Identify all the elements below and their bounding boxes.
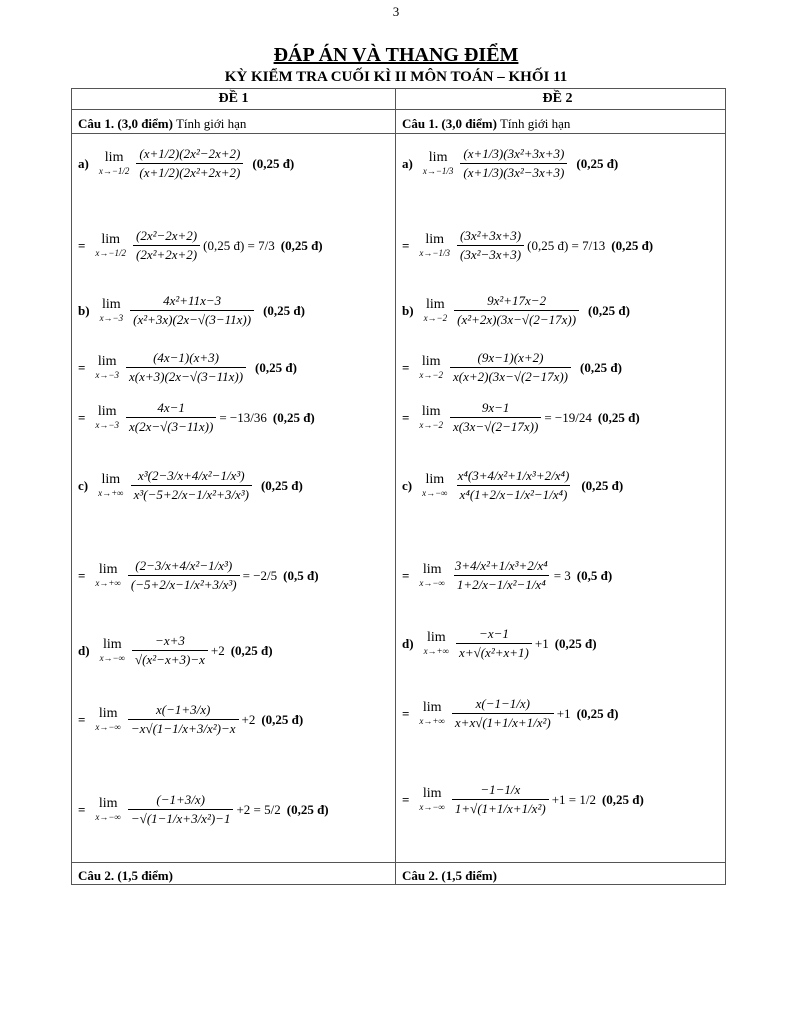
fraction — [455, 469, 573, 503]
line-tag: = — [402, 409, 410, 425]
numerator: (9x−1)(x+2) — [477, 350, 544, 365]
denominator: −√(1−1/x+3/x²)−1 — [128, 809, 234, 826]
question-1-row — [78, 116, 246, 132]
limit-operator — [419, 405, 443, 430]
limit-subscript: x→+∞ — [98, 488, 124, 499]
limit-operator — [419, 701, 444, 726]
lim-word: lim — [421, 404, 441, 420]
limit-subscript: x→−1/2 — [95, 248, 126, 259]
limit-operator — [99, 151, 130, 176]
line-tag: d) — [78, 642, 90, 658]
denominator: x(x+2)(3x−√(2−17x)) — [450, 367, 571, 384]
limit-subscript: x→−3 — [95, 370, 119, 381]
limit-operator — [423, 151, 454, 176]
fraction — [133, 229, 200, 263]
lim-word: lim — [425, 232, 445, 248]
fraction — [450, 351, 571, 385]
points: (0,25 đ) — [255, 359, 297, 375]
answer-line-a-2 — [78, 229, 323, 263]
lim-word: lim — [102, 637, 122, 653]
question-1-text: Tính giới hạn — [175, 116, 247, 131]
points: (0,25 đ) — [260, 477, 303, 493]
line-tail: = −2/5 — [242, 567, 278, 583]
points: (0,25 đ) — [286, 801, 329, 817]
numerator: (−1+3/x) — [156, 792, 205, 807]
answer-line-b-3 — [402, 401, 640, 435]
denominator: (x+1/3)(3x²−3x+3) — [460, 163, 567, 180]
points: (0,25 đ) — [611, 237, 654, 253]
numerator: (4x−1)(x+3) — [153, 350, 219, 365]
limit-operator — [419, 563, 444, 588]
answer-line-c — [78, 469, 303, 503]
limit-operator — [100, 638, 125, 663]
fraction — [136, 147, 243, 181]
fraction — [128, 793, 234, 827]
line-tag: = — [78, 237, 86, 253]
line-tag: = — [78, 359, 86, 375]
limit-operator — [424, 631, 449, 656]
fraction — [456, 627, 532, 661]
answer-line-c-2 — [402, 559, 612, 593]
answer-line-a-2 — [402, 229, 653, 263]
points: (0,25 đ) — [601, 791, 644, 807]
numerator: (x+1/3)(3x²+3x+3) — [463, 146, 565, 161]
answer-line-b — [402, 294, 630, 328]
fraction — [452, 783, 549, 817]
denominator: 1+2/x−1/x²−1/x⁴ — [454, 575, 549, 592]
limit-subscript: x→−1/3 — [419, 248, 450, 259]
points: (0,25 đ) — [576, 705, 619, 721]
fraction — [128, 559, 240, 593]
points: (0,25 đ) — [588, 302, 630, 318]
limit-subscript: x→−∞ — [419, 578, 445, 589]
line-tag: a) — [402, 155, 413, 171]
answer-line-b-3 — [78, 401, 315, 435]
points: (0,25 đ) — [580, 359, 622, 375]
line-tag: = — [402, 237, 410, 253]
column-de-1 — [72, 89, 395, 884]
limit-subscript: x→−1/3 — [422, 166, 454, 177]
points: (0,25 đ) — [272, 409, 315, 425]
limit-subscript: x→−3 — [95, 420, 119, 431]
answer-line-d-2 — [78, 703, 303, 737]
points: (0,25 đ) — [597, 409, 640, 425]
question-1-row — [402, 116, 570, 132]
line-tail: (0,25 đ) = 7/3 — [203, 237, 275, 253]
answer-line-b-2 — [402, 351, 622, 385]
points: (0,25 đ) — [576, 155, 619, 171]
question-2-row — [402, 868, 497, 884]
points: (0,25 đ) — [581, 477, 624, 493]
points: (0,25 đ) — [230, 642, 273, 658]
question-1-label: Câu 1. (3,0 điểm) — [78, 116, 173, 131]
limit-operator — [95, 563, 120, 588]
limit-subscript: x→−∞ — [95, 722, 121, 733]
line-tag: b) — [402, 302, 414, 318]
fraction — [450, 401, 541, 435]
lim-word: lim — [104, 150, 124, 166]
answer-line-c — [402, 469, 623, 503]
lim-word: lim — [101, 232, 121, 248]
numerator: x⁴(3+4/x²+1/x³+2/x⁴) — [457, 468, 570, 483]
line-tag: c) — [402, 477, 413, 493]
lim-word: lim — [422, 786, 442, 802]
fraction — [454, 294, 579, 328]
points: (0,25 đ) — [261, 711, 304, 727]
limit-operator — [419, 355, 443, 380]
line-tag: = — [78, 801, 86, 817]
lim-word: lim — [98, 706, 118, 722]
question-2-label: Câu 2. (1,5 điểm) — [402, 868, 497, 883]
limit-subscript: x→+∞ — [423, 646, 450, 657]
line-tag: = — [402, 705, 410, 721]
line-tag: b) — [78, 302, 90, 318]
points: (0,5 đ) — [283, 567, 319, 583]
fraction — [130, 294, 254, 328]
limit-operator — [95, 355, 119, 380]
fraction — [131, 469, 252, 503]
limit-subscript: x→−∞ — [419, 802, 445, 813]
numerator: 9x²+17x−2 — [487, 293, 547, 308]
limit-subscript: x→+∞ — [95, 578, 121, 589]
fraction — [132, 634, 208, 668]
line-tag: = — [78, 409, 86, 425]
points: (0,25 đ) — [252, 155, 295, 171]
limit-operator — [422, 473, 447, 498]
numerator: (x+1/2)(2x²−2x+2) — [139, 146, 241, 161]
numerator: 3+4/x²+1/x³+2/x⁴ — [454, 558, 548, 573]
answer-line-d-2 — [402, 697, 618, 731]
limit-operator — [95, 233, 126, 258]
limit-operator — [98, 473, 123, 498]
denominator: (x+1/2)(2x²+2x+2) — [136, 163, 243, 180]
question-1-text: Tính giới hạn — [499, 116, 571, 131]
lim-word: lim — [101, 472, 121, 488]
limit-operator — [95, 707, 120, 732]
limit-operator — [95, 797, 120, 822]
denominator: −x√(1−1/x+3/x²)−x — [128, 719, 239, 736]
numerator: 9x−1 — [481, 400, 510, 415]
denominator: (x²+2x)(3x−√(2−17x)) — [454, 310, 579, 327]
question-2-label: Câu 2. (1,5 điểm) — [78, 868, 173, 883]
limit-subscript: x→−∞ — [422, 488, 448, 499]
lim-word: lim — [98, 562, 118, 578]
line-tail: = −19/24 — [544, 409, 592, 425]
fraction — [457, 229, 524, 263]
line-tag: = — [78, 567, 86, 583]
points: (0,25 đ) — [263, 302, 305, 318]
lim-word: lim — [421, 354, 441, 370]
denominator: x⁴(1+2/x−1/x²−1/x⁴) — [457, 485, 571, 502]
limit-operator — [424, 298, 448, 323]
limit-subscript: x→−∞ — [95, 812, 121, 823]
answer-line-d-3 — [402, 783, 644, 817]
answer-line-d — [402, 627, 597, 661]
column-de-2 — [396, 89, 719, 884]
lim-word: lim — [97, 354, 117, 370]
fraction — [128, 703, 239, 737]
line-tail: +1 — [556, 705, 571, 721]
limit-subscript: x→−2 — [419, 370, 443, 381]
line-tail: (0,25 đ) = 7/13 — [527, 237, 606, 253]
denominator: √(x²−x+3)−x — [132, 650, 208, 667]
limit-operator — [95, 405, 119, 430]
numerator: 4x²+11x−3 — [163, 293, 222, 308]
numerator: −x+3 — [155, 633, 185, 648]
limit-operator — [419, 233, 450, 258]
denominator: x+√(x²+x+1) — [456, 643, 532, 660]
denominator: (−5+2/x−1/x²+3/x³) — [128, 575, 240, 592]
line-tag: = — [402, 567, 410, 583]
points: (0,25 đ) — [554, 635, 597, 651]
limit-subscript: x→−3 — [99, 313, 124, 324]
answer-line-a — [402, 147, 618, 181]
line-tail: = 3 — [553, 567, 571, 583]
fraction — [452, 559, 551, 593]
answer-table — [71, 88, 726, 885]
numerator: x³(2−3/x+4/x²−1/x³) — [137, 468, 245, 483]
line-tag: a) — [78, 155, 89, 171]
question-1-label: Câu 1. (3,0 điểm) — [402, 116, 497, 131]
document-title: ĐÁP ÁN VÀ THANG ĐIỂM — [273, 44, 519, 66]
numerator: −1−1/x — [480, 782, 521, 797]
fraction — [126, 351, 246, 385]
lim-word: lim — [102, 297, 121, 313]
fraction — [452, 697, 554, 731]
numerator: (2−3/x+4/x²−1/x³) — [135, 558, 233, 573]
line-tail: +1 — [534, 635, 549, 651]
limit-subscript: x→−2 — [423, 313, 448, 324]
line-tag: c) — [78, 477, 89, 493]
lim-word: lim — [426, 297, 445, 313]
page-number: 3 — [392, 4, 400, 19]
question-2-row — [78, 868, 173, 884]
denominator: x+x√(1+1/x+1/x²) — [452, 713, 554, 730]
denominator: x³(−5+2/x−1/x²+3/x³) — [131, 485, 252, 502]
lim-word: lim — [425, 472, 445, 488]
denominator: (3x²−3x+3) — [457, 245, 524, 262]
line-tag: d) — [402, 635, 414, 651]
lim-word: lim — [426, 630, 446, 646]
lim-word: lim — [98, 796, 118, 812]
lim-word: lim — [97, 404, 117, 420]
numerator: x(−1−1/x) — [475, 696, 530, 711]
line-tail: +1 = 1/2 — [551, 791, 596, 807]
limit-subscript: x→+∞ — [419, 716, 445, 727]
denominator: x(x+3)(2x−√(3−11x)) — [126, 367, 246, 384]
limit-subscript: x→−∞ — [99, 653, 126, 664]
lim-word: lim — [428, 150, 448, 166]
denominator: 1+√(1+1/x+1/x²) — [452, 799, 549, 816]
answer-line-b-2 — [78, 351, 297, 385]
denominator: x(3x−√(2−17x)) — [450, 417, 541, 434]
line-tail: +2 — [241, 711, 256, 727]
numerator: −x−1 — [479, 626, 509, 641]
denominator: (x²+3x)(2x−√(3−11x)) — [130, 310, 254, 327]
denominator: (2x²+2x+2) — [133, 245, 200, 262]
fraction — [126, 401, 216, 435]
line-tag: = — [78, 711, 86, 727]
points: (0,25 đ) — [280, 237, 323, 253]
column-header: ĐỀ 1 — [218, 91, 249, 106]
numerator: (3x²+3x+3) — [460, 228, 522, 243]
numerator: (2x²−2x+2) — [136, 228, 198, 243]
answer-line-d-3 — [78, 793, 329, 827]
line-tail: = −13/36 — [219, 409, 267, 425]
document-subtitle: KỲ KIỂM TRA CUỐI KÌ II MÔN TOÁN – KHỐI 11 — [224, 69, 568, 85]
line-tag: = — [402, 359, 410, 375]
line-tag: = — [402, 791, 410, 807]
limit-operator — [100, 298, 124, 323]
points: (0,5 đ) — [576, 567, 613, 583]
line-tail: +2 = 5/2 — [236, 801, 281, 817]
column-header: ĐỀ 2 — [542, 91, 573, 106]
limit-subscript: x→−2 — [419, 420, 443, 431]
fraction — [460, 147, 567, 181]
denominator: x(2x−√(3−11x)) — [126, 417, 216, 434]
limit-subscript: x→−1/2 — [98, 166, 130, 177]
answer-line-c-2 — [78, 559, 319, 593]
numerator: 4x−1 — [157, 400, 185, 415]
lim-word: lim — [422, 700, 442, 716]
limit-operator — [419, 787, 444, 812]
numerator: x(−1+3/x) — [156, 702, 211, 717]
answer-line-d — [78, 634, 273, 668]
answer-line-a — [78, 147, 294, 181]
answer-line-b — [78, 294, 305, 328]
lim-word: lim — [422, 562, 442, 578]
line-tail: +2 — [210, 642, 225, 658]
